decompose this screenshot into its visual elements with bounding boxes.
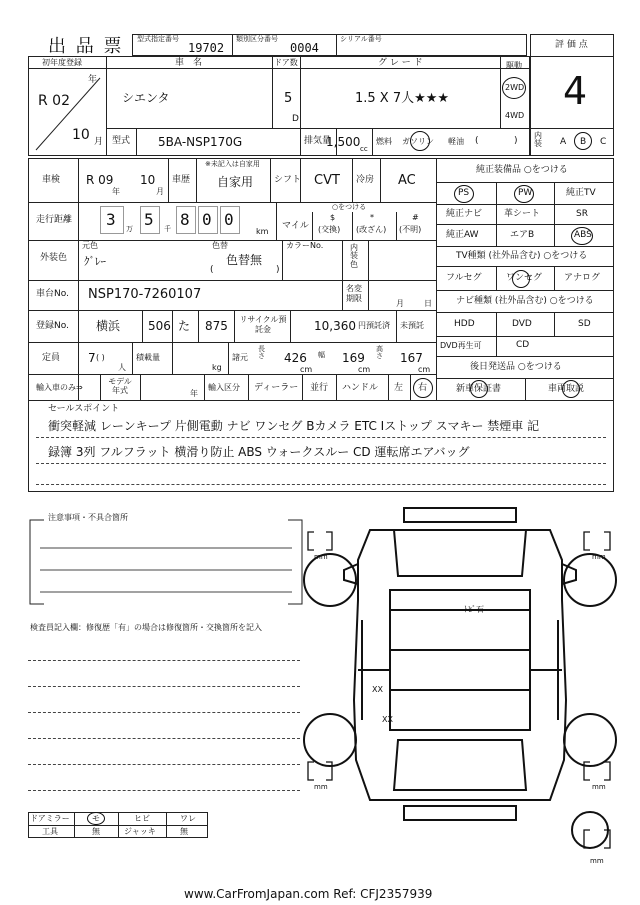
mileage-km: km xyxy=(256,227,269,236)
interior-a: A xyxy=(560,137,567,147)
sales-label: セールスポイント xyxy=(48,404,120,414)
fuel-paren-open: ( xyxy=(475,136,479,146)
registration-label: 登録No. xyxy=(36,321,69,331)
sales-line-2: 録簿 3列 フルフラット 横滑り防止 ABS ウォークスルー CD 運転席エアバッグ xyxy=(48,445,470,459)
mileage-sen: 千 xyxy=(164,225,171,233)
interior-b: B xyxy=(580,137,587,147)
mileage-mile: マイル xyxy=(282,221,309,231)
drive-2wd-circle xyxy=(502,77,526,99)
door-type: D xyxy=(292,114,299,124)
hibi-label: ヒビ xyxy=(134,814,150,823)
equip-navi: 純正ナビ xyxy=(446,209,483,219)
doors-value: 5 xyxy=(284,91,293,106)
grade-label: グ レ ー ド xyxy=(378,58,423,68)
interior-c: C xyxy=(600,137,607,147)
docs-warranty-circle xyxy=(470,380,488,398)
chassis-label: 車台No. xyxy=(36,289,69,299)
inspection-month: 10 xyxy=(140,173,156,187)
capacity-label: 定員 xyxy=(42,353,61,363)
damage-mark-xx-2: XX xyxy=(382,715,393,724)
mileage-circle-note: ○をつける xyxy=(332,203,367,211)
interior-b-circle xyxy=(574,132,592,150)
wid-value: 169 xyxy=(342,351,365,365)
mileage-digit-3: 8 xyxy=(180,210,190,229)
handle-right-circle xyxy=(413,378,433,398)
displacement-value: 1,500 xyxy=(326,135,361,149)
equip-ps: PS xyxy=(458,188,470,198)
door-mirror-label: ドアミラー xyxy=(30,814,70,823)
period-day: 日 xyxy=(424,299,432,308)
ac-label: 冷房 xyxy=(356,175,375,185)
docs-manual-circle xyxy=(562,380,580,398)
navi-dvd-play: DVD再生可 xyxy=(440,341,482,350)
recycle-label: リサイクル預託金 xyxy=(239,315,287,334)
chassis-value: NSP170-7260107 xyxy=(88,287,202,302)
recycle-value: 10,360 xyxy=(314,319,356,333)
score-label: 評 価 点 xyxy=(555,40,588,50)
mileage-star: * xyxy=(370,213,374,222)
import-class-label: 輸入区分 xyxy=(208,383,240,392)
drive-2wd: 2WD xyxy=(505,83,525,92)
interior-label: 内装 xyxy=(534,131,542,148)
wid-label: 幅 xyxy=(318,351,325,359)
door-mirror-value: モ xyxy=(92,814,100,823)
color-paren-close: ) xyxy=(276,265,280,275)
damage-mark-stone: ﾄﾋﾞ石 xyxy=(464,605,484,614)
class-label: 類別区分番号 xyxy=(236,35,278,43)
serial-label: シリアル番号 xyxy=(340,35,382,43)
import-dealer: ディーラー xyxy=(254,383,299,393)
change-color-value: 色替無 xyxy=(226,253,263,267)
jack-label: ジャッキ xyxy=(124,827,156,836)
inspection-era: R 09 xyxy=(86,173,114,187)
mileage-hash: # xyxy=(412,213,419,222)
drive-label: 駆動 xyxy=(506,61,522,70)
fuel-gas-circle xyxy=(410,131,430,151)
equip-ps-circle xyxy=(454,185,474,203)
int-color-label: 内装色 xyxy=(350,243,358,269)
mileage-digit-2: 5 xyxy=(144,210,154,229)
door-mirror-circle xyxy=(87,812,105,825)
vehicle-name: シエンタ xyxy=(122,91,170,105)
handle-right: 右 xyxy=(418,383,428,393)
first-reg-era: R 02 xyxy=(38,93,70,109)
color-label: 外装色 xyxy=(40,253,68,263)
hei-cm: cm xyxy=(418,365,431,374)
equip-abs: ABS xyxy=(574,230,592,240)
registration-kana: た xyxy=(178,319,191,333)
score-value: 4 xyxy=(563,69,588,113)
inspection-year-mark: 年 xyxy=(112,187,120,196)
equip-pw: PW xyxy=(518,188,533,198)
history-note: ※未記入は自家用 xyxy=(205,160,260,168)
registration-no: 875 xyxy=(205,319,228,333)
wid-cm: cm xyxy=(358,365,371,374)
capacity-value: 7 xyxy=(88,351,96,365)
fuel-diesel: 軽油 xyxy=(448,137,464,146)
load-kg: kg xyxy=(212,363,222,372)
color-no-label: カラーNo. xyxy=(286,241,324,250)
equip-sr: SR xyxy=(576,209,588,219)
equip-leather: 革シート xyxy=(504,209,541,219)
first-reg-month: 10 xyxy=(72,127,90,143)
navi-hdd: HDD xyxy=(454,319,475,329)
mm-fl: mm xyxy=(314,553,328,561)
mm-fr: mm xyxy=(592,553,606,561)
shift-value: CVT xyxy=(314,173,340,188)
fuel-gas: ガソリン xyxy=(402,137,434,146)
inspection-month-mark: 月 xyxy=(156,187,164,196)
period-label: 名変期限 xyxy=(346,284,362,303)
fuel-label: 燃料 xyxy=(376,137,392,146)
model-spec-no: 19702 xyxy=(188,41,225,55)
tv-fullseg: フルセグ xyxy=(446,273,482,283)
mileage-digit-5: 0 xyxy=(224,210,234,229)
import-year: 年 xyxy=(190,389,198,398)
inspector-label: 検査員記入欄：修復歴「有」の場合は修復箇所・交換箇所を記入 xyxy=(30,623,262,632)
name-label: 車 名 xyxy=(175,58,203,68)
registration-area: 横浜 xyxy=(96,319,121,333)
car-diagram xyxy=(300,500,620,880)
ac-value: AC xyxy=(398,173,416,188)
registration-class: 506 xyxy=(148,319,171,333)
orig-color-label: 元色 xyxy=(82,241,98,250)
period-month: 月 xyxy=(396,299,404,308)
doors-label: ドア数 xyxy=(274,58,298,67)
handle-label: ハンドル xyxy=(342,383,379,393)
equip-abs-circle xyxy=(571,227,593,245)
notes-bracket xyxy=(28,518,304,608)
mm-spare: mm xyxy=(590,857,604,865)
sheet-title: 出 品 票 xyxy=(48,36,124,57)
navi-cd: CD xyxy=(516,340,530,350)
mileage-dollar: $ xyxy=(330,213,336,222)
mileage-man: 万 xyxy=(126,225,133,233)
mileage-digit-4: 0 xyxy=(202,210,212,229)
not-paid: 未預託 xyxy=(400,321,424,330)
model-spec-label: 型式指定番号 xyxy=(137,35,179,43)
tv-header: TV種類 (社外品含む) ○をつける xyxy=(456,251,588,261)
class-no: 0004 xyxy=(290,41,319,55)
history-label: 車歴 xyxy=(172,175,191,185)
jack-value: 無 xyxy=(180,827,188,836)
len-cm: cm xyxy=(300,365,313,374)
grade-value: 1.5 X 7人★★★ xyxy=(355,91,450,106)
capacity-unit: 人 xyxy=(118,363,126,372)
orig-color-value: ｸﾞﾚｰ xyxy=(84,255,106,268)
mm-rr: mm xyxy=(592,783,606,791)
ware-label: ワレ xyxy=(180,814,196,823)
mileage-hash-sub: (不明) xyxy=(399,225,422,234)
type-label: 型式 xyxy=(112,136,131,146)
mileage-label: 走行距離 xyxy=(36,215,73,225)
mm-rl: mm xyxy=(314,783,328,791)
year-mark: 年 xyxy=(88,75,98,85)
equipment-header: 純正装備品 ○をつける xyxy=(476,165,568,175)
equip-tv: 純正TV xyxy=(566,188,596,198)
damage-mark-xx-1: XX xyxy=(372,685,383,694)
handle-left: 左 xyxy=(394,383,404,393)
dims-label: 諸元 xyxy=(232,353,248,362)
docs-warranty: 新車保証書 xyxy=(456,384,502,394)
color-paren-open: ( xyxy=(210,265,214,275)
mileage-digit-1: 3 xyxy=(106,210,116,229)
shift-label: シフト xyxy=(274,175,302,185)
history-value: 自家用 xyxy=(217,175,254,189)
footer-ref: www.CarFromJapan.com Ref: CFJ2357939 xyxy=(184,887,433,901)
navi-header: ナビ種類 (社外品含む) ○をつける xyxy=(456,296,594,306)
navi-sd: SD xyxy=(578,319,591,329)
mileage-star-sub: (改ざん) xyxy=(356,225,387,234)
tv-oneseg-circle xyxy=(512,270,530,288)
docs-manual: 車両取説 xyxy=(548,384,585,394)
equip-aw: 純正AW xyxy=(446,230,479,240)
sales-line-1: 衝突軽減 レーンキープ 片側電動 ナビ ワンセグ Bカメラ ETC Iストップ スマキー 禁煙車 記 xyxy=(48,419,540,433)
first-reg-label: 初年度登録 xyxy=(42,58,82,67)
navi-dvd: DVD xyxy=(512,319,532,329)
disp-label: 排気量 xyxy=(304,136,332,146)
equip-pw-circle xyxy=(514,185,534,203)
fuel-paren-close: ) xyxy=(514,136,518,146)
type-value: 5BA-NSP170G xyxy=(158,135,243,149)
drive-4wd: 4WD xyxy=(505,111,525,120)
capacity-paren: ( ) xyxy=(96,353,105,362)
model-year-label: モデル年式 xyxy=(108,377,132,395)
len-label: 長さ xyxy=(258,345,265,360)
tools-value: 無 xyxy=(92,827,100,836)
load-label: 積載量 xyxy=(136,353,160,362)
import-label: 輸入車のみ⇒ xyxy=(36,383,83,392)
tools-label: 工具 xyxy=(42,827,58,836)
hei-value: 167 xyxy=(400,351,423,365)
inspection-label: 車検 xyxy=(42,175,61,185)
docs-header: 後日発送品 ○をつける xyxy=(470,362,562,372)
notes-label: 注意事項・不具合箇所 xyxy=(48,513,128,522)
recycle-unit: 円預託済 xyxy=(358,321,390,330)
import-parallel: 並行 xyxy=(310,383,329,393)
tv-analog: アナログ xyxy=(564,273,601,283)
hei-label: 高さ xyxy=(376,345,383,360)
change-color-label: 色替 xyxy=(212,241,228,250)
len-value: 426 xyxy=(284,351,307,365)
mileage-dollar-sub: (交換) xyxy=(318,225,341,234)
month-mark: 月 xyxy=(94,137,104,147)
equip-airbag: エアB xyxy=(510,230,535,240)
cc-unit: cc xyxy=(360,145,368,153)
tv-oneseg: ワンセグ xyxy=(506,273,543,283)
